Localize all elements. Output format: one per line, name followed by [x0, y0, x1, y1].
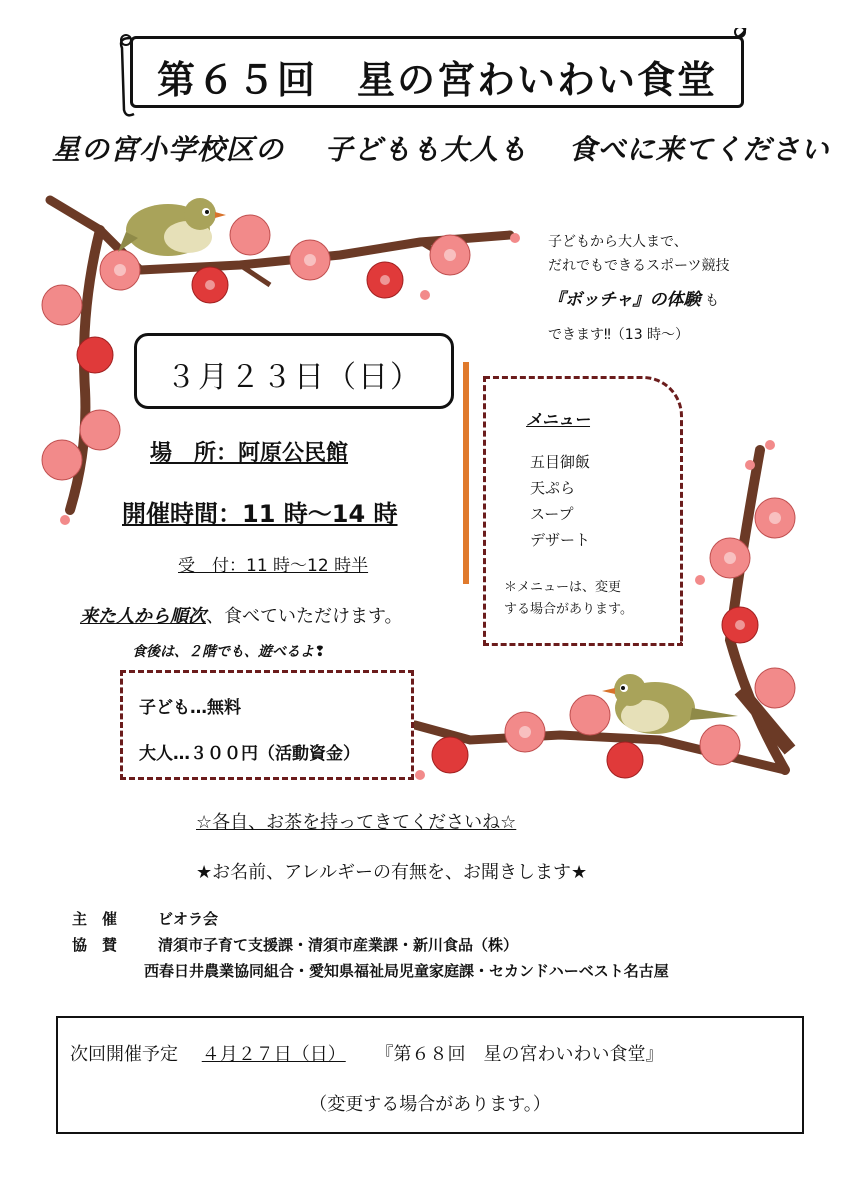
- event-hours: 開催時間：11 時〜14 時: [122, 500, 398, 528]
- subtitle: [52, 128, 849, 168]
- menu-item: デザート: [530, 531, 591, 549]
- event-place: 場 所：阿原公民館: [150, 441, 349, 466]
- order-note-emphasis: 来た人から順次: [80, 606, 206, 627]
- subtitle-part-3: 食べに来てください: [568, 133, 830, 166]
- orange-divider: [463, 362, 469, 584]
- title-scroll: [118, 28, 748, 106]
- next-event-line: [70, 1040, 663, 1066]
- menu-note-line-2: する場合があります。: [504, 602, 633, 617]
- page-title: 第６５回 星の宮わいわい食堂: [156, 58, 717, 102]
- menu-item: スープ: [530, 505, 574, 523]
- bocce-line-3: [548, 288, 729, 313]
- bocce-line-1: 子どもから大人まで、: [548, 234, 688, 250]
- host-name: ビオラ会: [158, 910, 219, 928]
- bird-bottom-illustration: [600, 668, 740, 748]
- support-line-2: 西春日井農業協同組合・愛知県福祉局児童家庭課・セカンドハーベスト名古屋: [144, 962, 669, 980]
- menu-note-line-1: ＊メニューは、変更: [504, 580, 622, 595]
- allergy-notice: ★お名前、アレルギーの有無を、お聞きします★: [196, 862, 588, 883]
- bird-top-illustration: [118, 192, 228, 272]
- date-box: [134, 333, 454, 409]
- next-event-date: ４月２７日（日）: [201, 1044, 346, 1065]
- menu-box: [483, 376, 683, 646]
- support-label: 協 賛: [72, 936, 118, 954]
- support-line-1: 清須市子育て支援課・清須市産業課・新川食品（株）: [158, 936, 519, 954]
- subtitle-part-2: 子どもも大人も: [324, 133, 528, 166]
- menu-note: [504, 577, 633, 621]
- next-event-name: 『第６８回 星の宮わいわい食堂』: [375, 1044, 664, 1065]
- bocce-info: [548, 230, 729, 347]
- order-note-rest: 、食べていただけます。: [206, 606, 403, 627]
- bocce-suffix: も: [700, 293, 719, 309]
- menu-item: 天ぷら: [530, 479, 576, 497]
- subtitle-part-1: 星の宮小学校区の: [52, 133, 285, 166]
- tea-notice: ☆各自、お茶を持ってきてくださいね☆: [196, 812, 517, 833]
- after-meal-note: 食後は、２階でも、遊べるよ❢: [132, 644, 326, 660]
- price-adult: 大人…３００円（活動資金）: [139, 744, 360, 764]
- next-event-label: 次回開催予定: [70, 1044, 178, 1065]
- price-box: [120, 670, 414, 780]
- menu-title: メニュー: [526, 410, 591, 429]
- order-note: [80, 602, 403, 628]
- title-box: [130, 36, 744, 108]
- host-label: 主 催: [72, 910, 118, 928]
- bocce-highlight: 『ボッチャ』の体験: [548, 290, 701, 310]
- menu-item: 五目御飯: [530, 453, 591, 471]
- event-date: ３月２３日（日）: [166, 360, 422, 395]
- event-reception: 受 付：11 時〜12 時半: [178, 556, 369, 576]
- next-event-box: [56, 1016, 804, 1134]
- next-event-note: （変更する場合があります。）: [309, 1094, 551, 1115]
- bocce-line-2: だれでもできるスポーツ競技: [548, 258, 730, 274]
- bocce-line-4: できます‼（13 時〜）: [548, 327, 690, 343]
- price-child: 子ども…無料: [139, 698, 241, 718]
